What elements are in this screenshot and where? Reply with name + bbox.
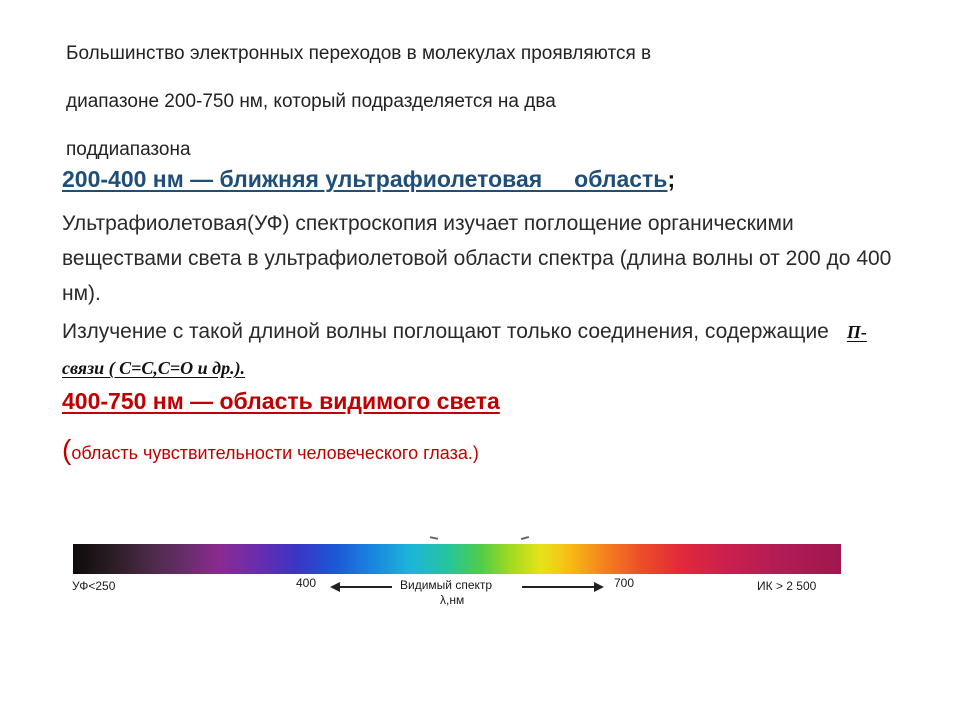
scale-arrow-left-line xyxy=(336,586,392,588)
uv-range-semicolon: ; xyxy=(667,166,676,192)
absorption-paragraph xyxy=(62,314,912,386)
note-open-paren: ( xyxy=(62,434,72,465)
intro-line-2: диапазоне 200-750 нм, который подразделяется на два xyxy=(66,91,556,112)
intro-line-1: Большинство электронных переходов в молекулах проявляются в xyxy=(66,43,652,64)
spectrum-tick-left xyxy=(430,536,438,540)
spectrum-tick-right xyxy=(521,536,529,540)
visible-spectrum-bar xyxy=(73,544,841,574)
uv-description: Ультрафиолетовая(УФ) спектроскопия изучает поглощение органическими веществами света в ультрафиолетовой области спектра (длина волны от 200 до 400 нм). xyxy=(62,212,892,305)
uv-scale-label: УФ<250 xyxy=(72,579,116,593)
ir-scale-label: ИК > 2 500 xyxy=(757,579,817,593)
uv-range-text: 200-400 нм — ближняя ультрафиолетовая область xyxy=(62,166,668,192)
scale-center-label: Видимый спектр xyxy=(400,578,493,592)
absorption-text: Излучение с такой длиной волны поглощают только соединения, содержащие xyxy=(62,320,829,343)
scale-arrow-right-line xyxy=(522,586,596,588)
intro-line-3: поддиапазона xyxy=(66,139,191,160)
note-text: область чувствительности человеческого глаза.) xyxy=(71,443,479,463)
uv-range-heading xyxy=(62,164,675,194)
visible-range-heading: 400-750 нм — область видимого света xyxy=(62,388,500,414)
visible-range-note xyxy=(62,432,479,471)
scale-end-label: 700 xyxy=(614,576,635,590)
scale-start-label: 400 xyxy=(296,576,317,590)
arrow-right-icon xyxy=(594,582,604,592)
scale-unit-label: λ,нм xyxy=(440,593,465,607)
pi-bonds-note: П- связи ( С=С,С=О и др.). xyxy=(62,322,867,378)
arrow-left-icon xyxy=(330,582,340,592)
